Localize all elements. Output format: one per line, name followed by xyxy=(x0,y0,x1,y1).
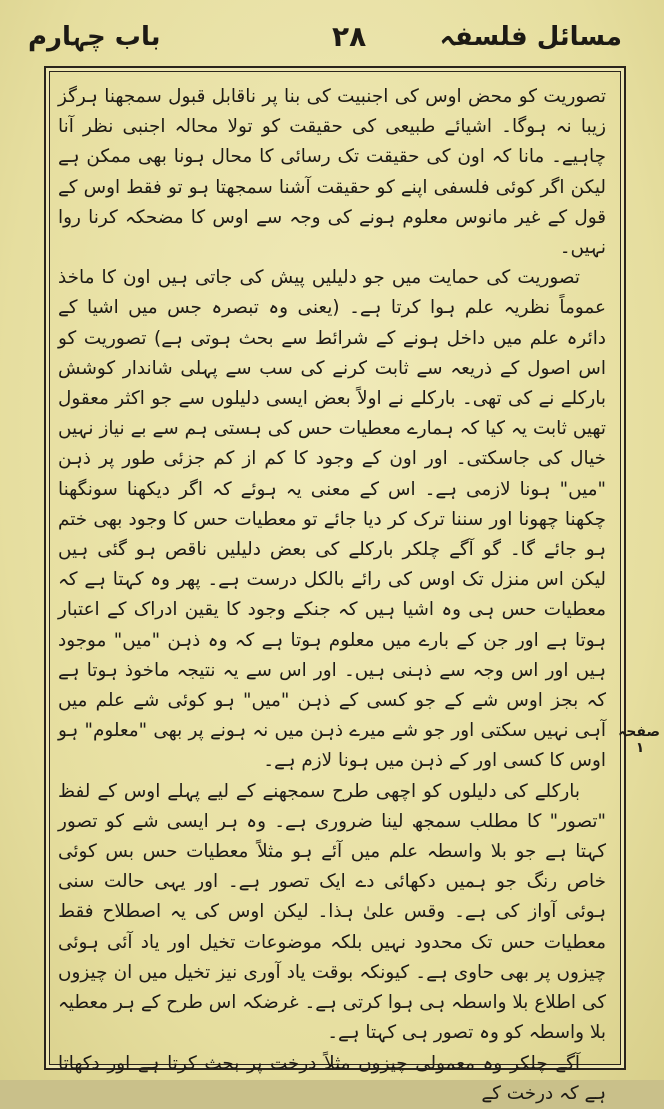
book-title: مسائل فلسفہ xyxy=(439,22,622,52)
page-number: ۲۸ xyxy=(332,20,367,53)
chapter-label: باب چہارم xyxy=(28,22,161,52)
paragraph-3: بارکلے کی دلیلوں کو اچھی طرح سمجھنے کے لیے پہلے اوس کے لفظ "تصور" کا مطلب سمجھ لینا ضروری ہے۔ وہ ہر ایسی شے کو تصور کہتا ہے جو بلا واسطہ علم میں آئے ہو مثلاً معطیات حس بس کوئی خاص رنگ جو ہمیں دکھائی دے ایک تصور ہے۔ اور یہی حالت سنی ہوئی آواز کی ہے۔ وقس علیٰ ہذا۔ لیکن اوس کی یہ اصطلاح فقط معطیات حس تک محدود نہیں بلکہ موضوعات تخیل اور یاد آئی ہوئی چیزوں پر بھی حاوی ہے۔ کیونکہ بوقت یاد آوری نیز تخیل میں ان چیزوں کی اطلاع بلا واسطہ ہی ہوا کرتی ہے۔ غرضکہ اس طرح کے ہر معطیہ بلا واسطہ کو وہ تصور ہی کہتا ہے۔ xyxy=(58,780,606,1044)
paragraph-1: تصوریت کو محض اوس کی اجنبیت کی بنا پر ناقابل قبول سمجھنا ہرگز زیبا نہ ہوگا۔ اشیائے طبیعی کی حقیقت کو تولا محالہ اجنبی نظر آنا چاہیے۔ مانا کہ اون کی حقیقت تک رسائی کا محال ہونا بھی ممکن ہے لیکن اگر کوئی فلسفی اپنے کو حقیقت آشنا سمجھتا ہو تو فقط اوس کے قول کے غیر مانوس معلوم ہونے کی وجہ سے اوس کا مضحکہ کرنا روا نہیں۔ xyxy=(58,86,606,259)
running-header xyxy=(20,18,640,62)
paragraph-4: آگے چلکر وہ معمولی چیزوں مثلاً درخت پر بحث کرتا ہے اور دکھاتا ہے کہ درخت کے xyxy=(58,1052,606,1104)
paragraph-2: تصوریت کی حمایت میں جو دلیلیں پیش کی جاتی ہیں اون کا ماخذ عموماً نظریہ علم ہوا کرتا ہے۔ (یعنی وہ تبصرہ جس میں اشیا کے دائرہ علم میں داخل ہونے کے شرائط سے بحث ہوتی ہے) تصوریت کو اس اصول کے ذریعہ سے ثابت کرنے کی سب سے پہلی شاندار کوشش بارکلے نے کی تھی۔ بارکلے نے اولاً بعض ایسی دلیلوں سے جو اکثر معقول تھیں ثابت یہ کیا کہ ہمارے معطیات حس کی ہستی ہم سے بے نیاز نہیں خیال کی جاسکتی۔ اور اون کے وجود کا کم از کم جزئی طور پر ذہن "میں" ہونا لازمی ہے۔ اس کے معنی یہ ہوئے کہ اگر دیکھنا سونگھنا چکھنا چھونا اور سننا ترک کر دیا جائے تو معطیات حس کا وجود بھی ختم ہو جائے گا۔ گو آگے چلکر بارکلے کی بعض دلیلیں ناقص ہو گئی ہیں لیکن اس منزل تک اوس کی رائے بالکل درست ہے۔ پھر وہ کہتا ہے کہ معطیات حس ہی وہ اشیا ہیں کہ جنکے وجود کا یقین ادراک کے اعتبار ہوتا ہے اور جن کے بارے میں معلوم ہوتا ہے کہ وہ ذہن "میں" موجود ہیں اور اس وجہ سے ذہنی ہیں۔ اور اس سے یہ نتیجہ ماخوذ ہوتا ہے کہ بجز اوس شے کے جو کسی کے ذہن "میں" ہو کوئی شے علم میں آہی نہیں سکتی اور جو شے میرے ذہن میں نہ ہونے پر بھی "معلوم" ہو اوس کا کسی اور کے ذہن میں ہونا لازم ہے۔ xyxy=(58,267,606,772)
main-text-block xyxy=(58,82,606,1104)
margin-note: صفحہ ۱ xyxy=(618,724,660,756)
